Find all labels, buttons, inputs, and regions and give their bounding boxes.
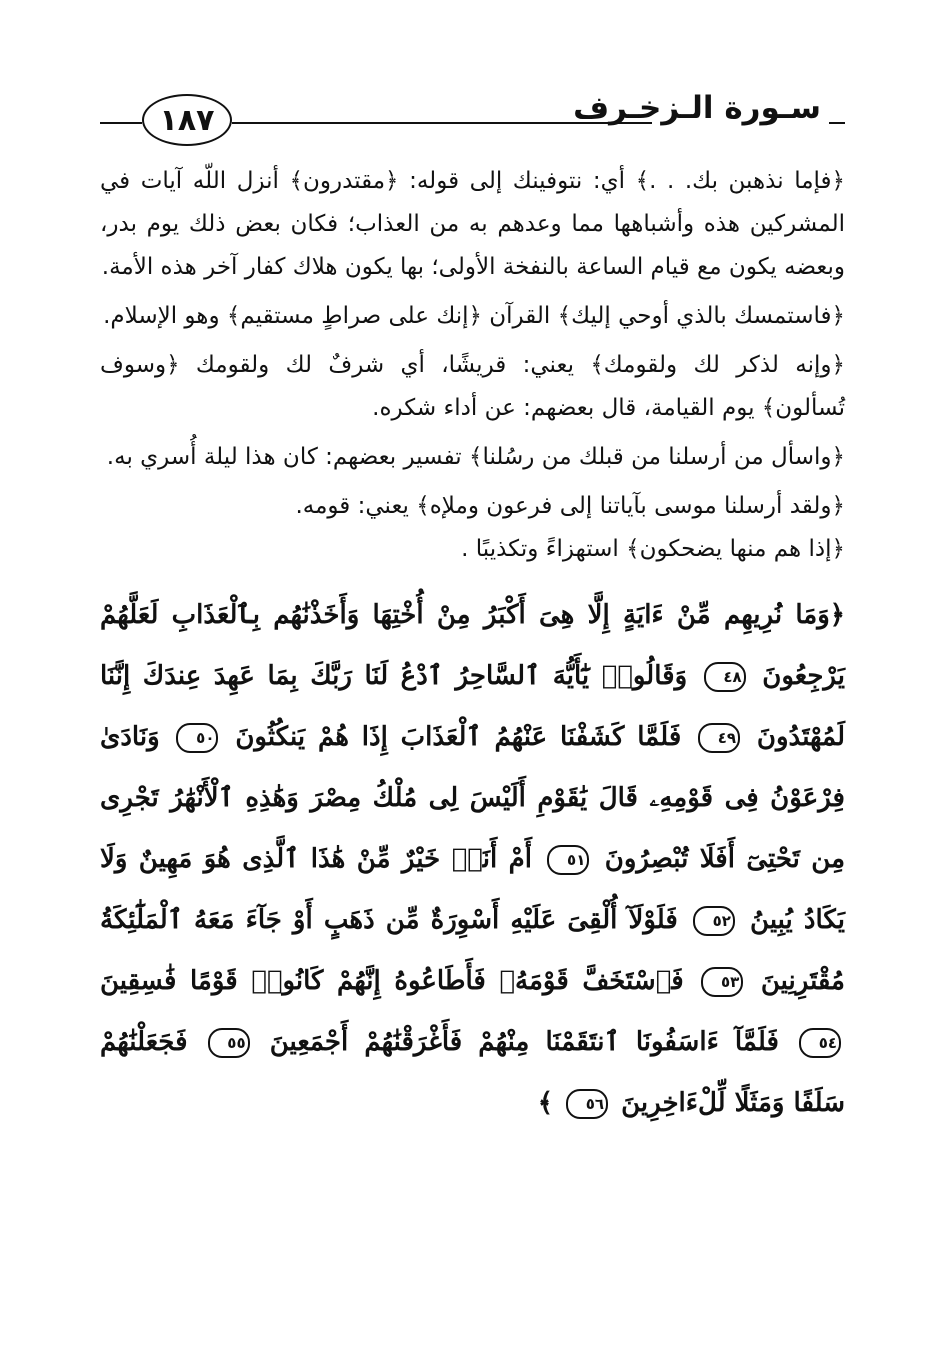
ayah-number-marker: ٥١ [547, 845, 589, 875]
ayah-number-marker: ٥٥ [208, 1028, 250, 1058]
ayah-number-marker: ٤٩ [698, 723, 740, 753]
ayah-number-marker: ٤٨ [704, 662, 746, 692]
verse-text-55: فَلَمَّآ ءَاسَفُونَا ٱنتَقَمْنَا مِنْهُمْ فَأَغْرَقْنَٰهُمْ أَجْمَعِينَ [269, 1027, 779, 1057]
verse-text-54: فَٱسْتَخَفَّ قَوْمَهُۥ فَأَطَاعُوهُ إِنَّهُمْ كَانُوا۟ قَوْمًا فَٰسِقِينَ [100, 966, 684, 996]
commentary-paragraph-5: ﴿ولقد أرسلنا موسى بآياتنا إلى فرعون وملإه﴾ يعني: قومه. [295, 493, 845, 519]
ayah-number-marker: ٥٠ [176, 723, 218, 753]
page-header [100, 88, 845, 148]
ayah-number-marker: ٥٣ [701, 967, 743, 997]
verse-text-49: وَقَالُوا۟ يَٰٓأَيُّهَ ٱلسَّاحِرُ ٱدْعُ لَنَا رَبَّكَ بِمَا عَهِدَ عِندَكَ إِنَّنَا لَمُهْتَدُونَ [100, 661, 845, 752]
commentary-paragraph-6: ﴿إذا هم منها يضحكون﴾ استهزاءً وتكذيبًا . [461, 536, 845, 562]
commentary-paragraph-4: ﴿واسأل من أرسلنا من قبلك من رسُلنا﴾ تفسير بعضهم: كان هذا ليلة أُسري به. [106, 444, 845, 470]
commentary-paragraph-3: ﴿وإنه لذكر لك ولقومك﴾ يعني: قريشًا، أي شرفٌ لك ولقومك ﴿وسوف تُسألون﴾ يوم القيامة، قال بعضهم: عن أداء شكره. [100, 352, 845, 421]
verse-text-52: أَمْ أَنَا۠ خَيْرٌ مِّنْ هَٰذَا ٱلَّذِى هُوَ مَهِينٌ وَلَا يَكَادُ يُبِينُ [100, 844, 845, 935]
verse-text-56: فَجَعَلْنَٰهُمْ سَلَفًا وَمَثَلًا لِّلْءَاخِرِينَ [100, 1027, 845, 1118]
commentary-paragraph-2: ﴿فاستمسك بالذي أوحي إليك﴾ القرآن ﴿إنك على صراطٍ مستقيم﴾ وهو الإسلام. [103, 303, 845, 329]
page-number: ١٨٧ [142, 94, 232, 146]
verse-text-48: ﴿وَمَا نُرِيهِم مِّنْ ءَايَةٍ إِلَّا هِىَ أَكْبَرُ مِنْ أُخْتِهَا وَأَخَذْنَٰهُم بِٱلْعَذَابِ لَعَلَّهُمْ يَرْجِعُونَ [100, 600, 845, 691]
ayah-number-marker: ٥٦ [566, 1089, 608, 1119]
ayah-number-marker: ٥٢ [693, 906, 735, 936]
page-body [100, 160, 845, 1134]
verse-text-50: فَلَمَّا كَشَفْنَا عَنْهُمُ ٱلْعَذَابَ إِذَا هُمْ يَنكُثُونَ [235, 722, 682, 752]
header-rule-right [829, 122, 845, 124]
closing-bracket: ﴾ [537, 1088, 553, 1118]
verse-text-51: وَنَادَىٰ فِرْعَوْنُ فِى قَوْمِهِۦ قَالَ يَٰقَوْمِ أَلَيْسَ لِى مُلْكُ مِصْرَ وَهَٰذِهِ ٱلْأَنْهَٰرُ تَجْرِى مِن تَحْتِىٓ أَفَلَا تُبْصِرُونَ [100, 722, 845, 874]
verse-text-53: فَلَوْلَآ أُلْقِىَ عَلَيْهِ أَسْوِرَةٌ مِّن ذَهَبٍ أَوْ جَآءَ مَعَهُ ٱلْمَلَٰٓئِكَةُ مُقْتَرِنِينَ [100, 905, 845, 996]
quran-verses-block [100, 585, 845, 1134]
commentary-paragraph-1: ﴿فإما نذهبن بك. . .﴾ أي: نتوفينك إلى قوله: ﴿مقتدرون﴾ أنزل اللّه آيات في المشركين هذه وأشباهها مما وعدهم به من العذاب؛ فكان بعض ذلك يوم بدر، وبعضه يكون مع قيام الساعة بالنفخة الأولى؛ بها يكون هلاك كفار آخر هذه الأمة. [100, 168, 845, 280]
header-rule-left [100, 122, 142, 124]
ayah-number-marker: ٥٤ [799, 1028, 841, 1058]
surah-title: سـورة الـزخـرف [573, 90, 821, 126]
